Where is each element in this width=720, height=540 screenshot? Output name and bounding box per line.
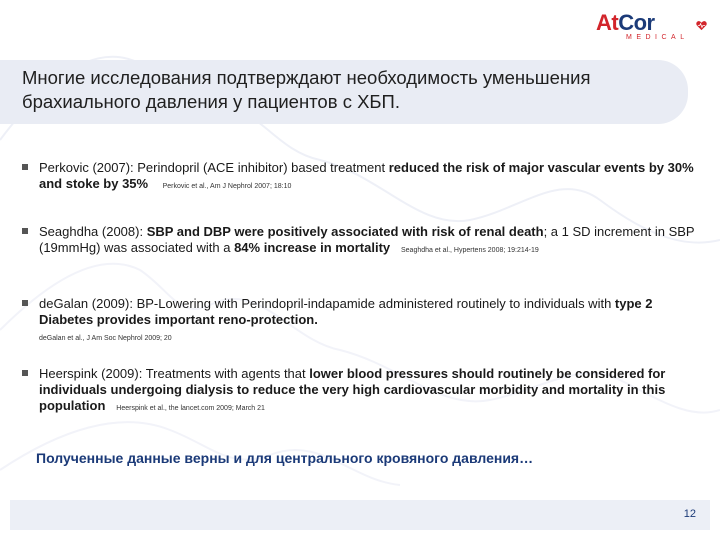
citation: deGalan et al., J Am Soc Nephrol 2009; 20: [39, 335, 172, 342]
bullet-emphasis: reduced the risk of major vascular events by 30% and stoke by 35%: [39, 160, 694, 191]
footer-bar: [10, 500, 710, 530]
bullet-emphasis: type 2 Diabetes provides important reno-protection.: [39, 296, 653, 327]
conclusion-text: Полученные данные верны и для центрального кровяного давления…: [36, 450, 534, 466]
bullet-text: deGalan (2009): BP-Lowering with Perindopril-indapamide administered routinely to individuals with: [39, 296, 615, 311]
bullet-perkovic: [22, 160, 697, 195]
heart-icon: [696, 20, 707, 31]
page-number: 12: [683, 508, 696, 520]
logo-subtitle: MEDICAL: [626, 34, 689, 41]
bullet-text: Heerspink (2009): Treatments with agents that: [39, 366, 310, 381]
bullet-marker: [22, 370, 28, 376]
bullet-text: Seaghdha (2008):: [39, 224, 147, 239]
logo-wordmark: AtCor: [596, 10, 655, 35]
bullet-marker: [22, 164, 28, 170]
bullet-emphasis: lower blood pressures should routinely be considered for individuals undergoing dialysis to reduce the very high cardiovascular morbidity and mortality in this population: [39, 366, 666, 413]
bullet-marker: [22, 300, 28, 306]
citation: Heerspink et al., the lancet.com 2009; March 21: [116, 405, 265, 412]
citation: Seaghdha et al., Hypertens 2008; 19:214-19: [401, 247, 539, 254]
bullet-degalan: [22, 296, 697, 347]
bullet-marker: [22, 228, 28, 234]
bullet-seaghdha: [22, 224, 697, 259]
bullet-text: Perkovic (2007): Perindopril (ACE inhibitor) based treatment: [39, 160, 389, 175]
bullet-emphasis: SBP and DBP were positively associated with risk of renal death: [146, 224, 544, 239]
slide-title: Многие исследования подтверждают необходимость уменьшения брахиального давления у пациентов с ХБП.: [22, 67, 591, 112]
bullet-text: ; a 1 SD increment in SBP (19mmHg) was associated with a: [39, 224, 695, 255]
citation: Perkovic et al., Am J Nephrol 2007; 18:10: [162, 183, 292, 190]
bullet-heerspink: [22, 366, 697, 417]
bullet-emphasis: 84% increase in mortality: [234, 240, 391, 255]
atcor-logo: [596, 10, 708, 44]
